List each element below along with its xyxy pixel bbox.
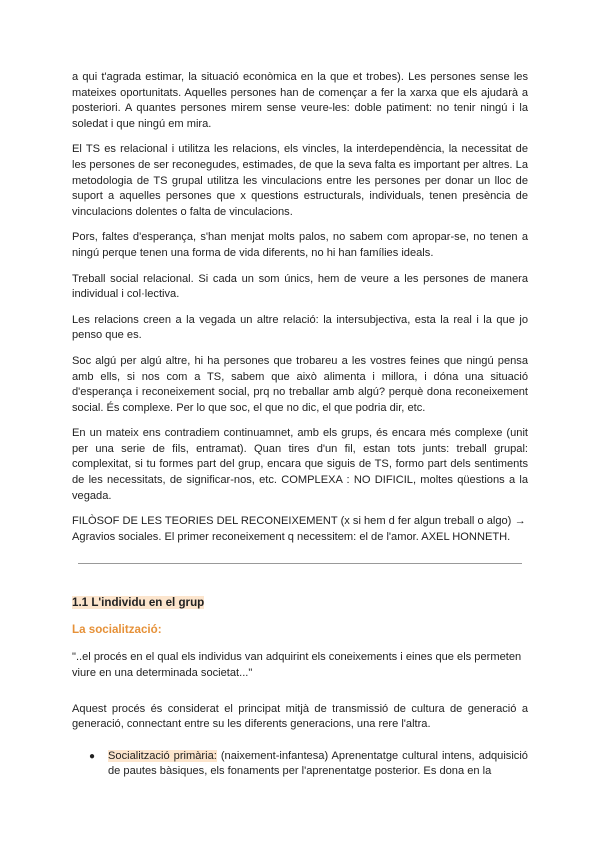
list-item [72,749,528,780]
definition-quote: "..el procés en el qual els individus van adquirint els coneixements i eines que els permeten viure en una determinada societat..." [72,651,522,680]
section-heading-text: 1.1 L'individu en el grup [72,596,205,610]
horizontal-divider [78,563,522,564]
paragraph-2: El TS es relacional i utilitza les relacions, els vincles, la interdependència, la necessitat de les persones de ser reconegudes, estimades, de que la seva falta es important per altres. La metodologia de TS grupal utilitza les vinculacions entre les persones per donar un lloc de suport a aquelles persones que x questions estructurals, individuals, tenen presència de vinculacions dolentes o falta de vinculacions. [72,143,528,218]
paragraph-5: Les relacions creen a la vegada un altre relació: la intersubjectiva, esta la real i la que jo penso que es. [72,313,528,342]
paragraph-3: Pors, faltes d'esperança, s'han menjat molts palos, no sabem com apropar-se, no tenen a ningú perque tenen una forma de vida diferents, no hi han famílies ideals. [72,231,528,259]
paragraph-4: Treball social relacional. Si cada un som únics, hem de veure a les persones de manera individual i col·lectiva. [72,272,528,301]
paragraph-7: En un mateix ens contradiem continuamnet, amb els grups, és encara més complexe (unit per una serie de fils, entramat). Quan tires d'un fil, estan tots junts: treball grupal: complexitat, si tu formes part del grup, encara que siguis de TS, formo part dels sentiments de les necessitats, de significar-nos, etc. COMPLEXA : NO DIFICIL, moltes qüestions a la vegada. [72,427,528,502]
bullet-list [72,749,528,780]
bullet-term: Socialització primària: [108,749,217,762]
section-body-paragraph: Aquest procés és considerat el principat mitjà de transmissió de cultura de generació a generació, connectant entre su les diferents generacions, una rere l'altra. [72,702,528,731]
bullet-dot-icon: ● [89,750,96,762]
section-subheading: La socialització: [72,623,162,637]
paragraph-1: a qui t'agrada estimar, la situació econòmica en la que et trobes). Les persones sense les mateixes oportunitats. Aquelles persones han de començar a fer la xarxa que els ajudarà a posteriori. A quantes persones mirem sense veure-les: doble patiment: no tenir ningú i la soledat i que ningú em mira. [72,71,528,130]
document-page [72,70,528,780]
paragraph-6: Soc algú per algú altre, hi ha persones que trobareu a les vostres feines que ningú pensa amb ells, si nos com a TS, sabem que això alimenta i millora, i dóna una situació d'esperança i reconeixement social, prq no treballar amb algú? perquè dona reconeixement social. És complexe. Per lo que soc, el que no dic, el que podria dir, etc. [72,354,528,414]
paragraph-8: FILÒSOF DE LES TEORIES DEL RECONEIXEMENT (x si hem d fer algun treball o algo) → Agravios sociales. El primer reconeixement q necessitem: el de l'amor. AXEL HONNETH. [72,515,526,543]
bullet-text: (naixement-infantesa) Aprenentatge cultural intens, adquisició de pautes bàsiques, els fonaments per l'aprenentatge posterior. Es dona en la [108,749,528,778]
section-heading [72,596,528,609]
